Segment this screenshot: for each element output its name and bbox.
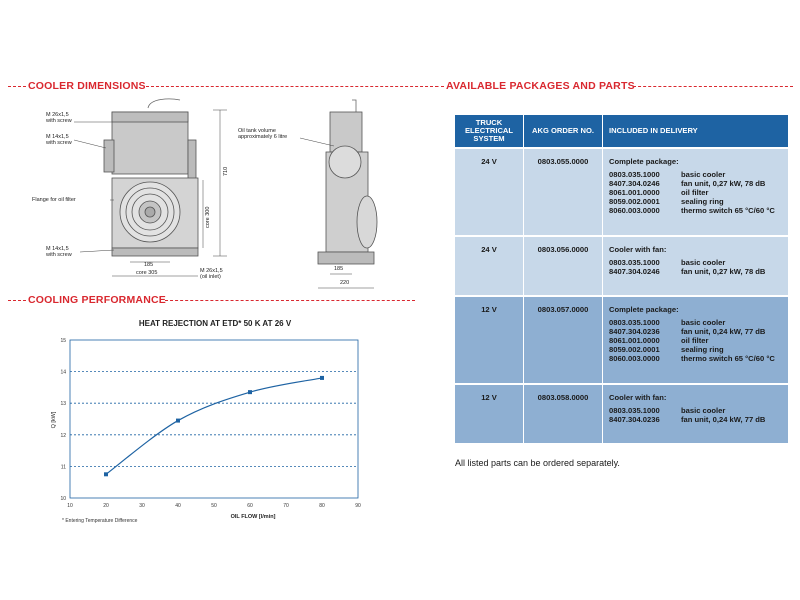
x-tick-label: 40 <box>175 503 181 509</box>
header-included-in-delivery: INCLUDED IN DELIVERY <box>603 115 789 148</box>
y-tick-label: 15 <box>60 338 66 344</box>
part-row <box>609 267 784 276</box>
table-row <box>455 148 789 236</box>
part-description: fan unit, 0,24 kW, 77 dB <box>681 327 766 337</box>
label-m26-screw: M 26x1,5 with screw <box>46 112 72 125</box>
section-divider-dimensions-right <box>146 86 438 87</box>
part-description: basic cooler <box>681 258 726 267</box>
part-row <box>609 258 784 267</box>
packages-table <box>455 115 789 443</box>
cell-voltage: 12 V <box>455 384 524 443</box>
part-row <box>609 188 784 197</box>
section-divider-performance-right <box>165 300 415 301</box>
part-number: 8407.304.0246 <box>609 267 660 277</box>
part-row <box>609 354 784 363</box>
plot-frame <box>70 340 358 498</box>
label-m14-screw-bottom: M 14x1,5 with screw <box>46 246 72 259</box>
label-m14-screw-top: M 14x1,5 with screw <box>46 134 72 147</box>
part-row <box>609 336 784 345</box>
part-row <box>609 170 784 179</box>
part-description: sealing ring <box>681 345 724 355</box>
package-title: Complete package: <box>609 157 679 166</box>
heat-rejection-chart <box>40 310 400 525</box>
cell-order-no: 0803.058.0000 <box>524 384 603 443</box>
table-row <box>455 384 789 443</box>
parts-note: All listed parts can be ordered separately. <box>455 458 620 468</box>
y-tick-label: 14 <box>60 369 66 376</box>
part-number: 8407.304.0236 <box>609 327 660 337</box>
table-row <box>455 236 789 296</box>
dim-185-front: 185 <box>144 262 154 268</box>
part-description: basic cooler <box>681 318 726 327</box>
cell-delivery <box>603 384 789 443</box>
chart-grid <box>70 372 358 467</box>
chart-axes <box>70 340 358 498</box>
section-divider-packages-left <box>430 86 444 87</box>
label-flange-oil-filter: Flange for oil filter <box>32 197 76 203</box>
section-divider-dimensions <box>8 86 26 87</box>
data-point <box>104 472 108 476</box>
part-description: thermo switch 65 °C/60 °C <box>681 206 775 216</box>
part-description: thermo switch 65 °C/60 °C <box>681 354 775 364</box>
side-view <box>318 100 377 264</box>
front-dimension-lines <box>74 110 227 276</box>
cell-voltage: 12 V <box>455 296 524 384</box>
part-description: oil filter <box>681 336 709 346</box>
chart-footnote: * Entering Temperature Difference <box>62 518 138 524</box>
part-row <box>609 318 784 327</box>
cell-delivery <box>603 296 789 384</box>
part-row <box>609 206 784 215</box>
x-tick-label: 80 <box>319 503 325 509</box>
data-point <box>176 419 180 423</box>
series-line <box>106 378 322 474</box>
part-number: 8407.304.0246 <box>609 179 660 189</box>
package-title: Cooler with fan: <box>609 245 667 254</box>
header-akg-order-no: AKG ORDER NO. <box>524 115 603 148</box>
front-view <box>104 99 198 256</box>
part-description: fan unit, 0,24 kW, 77 dB <box>681 415 766 425</box>
part-description: oil filter <box>681 188 709 198</box>
part-description: fan unit, 0,27 kW, 78 dB <box>681 179 766 189</box>
part-number: 0803.035.1000 <box>609 170 660 179</box>
part-number: 0803.035.1000 <box>609 258 660 267</box>
part-number: 0803.035.1000 <box>609 318 660 327</box>
part-number: 8061.001.0000 <box>609 336 660 346</box>
part-number: 8059.002.0001 <box>609 345 660 355</box>
part-row <box>609 406 784 415</box>
x-tick-label: 60 <box>247 503 253 509</box>
x-tick-label: 70 <box>283 503 289 509</box>
chart-title: HEAT REJECTION AT ETD* 50 K AT 26 V <box>138 319 292 328</box>
x-tick-label: 30 <box>139 503 145 509</box>
y-tick-label: 11 <box>60 464 66 471</box>
part-number: 8061.001.0000 <box>609 188 660 198</box>
x-tick-label: 50 <box>211 503 217 509</box>
part-number: 8407.304.0236 <box>609 415 660 425</box>
part-row <box>609 179 784 188</box>
package-title: Cooler with fan: <box>609 393 667 402</box>
section-title-performance: COOLING PERFORMANCE <box>28 294 166 306</box>
table-header-row <box>455 115 789 148</box>
part-number: 0803.035.1000 <box>609 406 660 415</box>
x-tick-label: 10 <box>67 503 73 509</box>
y-tick-label: 12 <box>60 432 66 439</box>
label-m26-oil-inlet: M 26x1,5 (oil inlet) <box>200 268 223 281</box>
part-number: 8059.002.0001 <box>609 197 660 207</box>
part-row <box>609 345 784 354</box>
header-truck-electrical-system: TRUCK ELECTRICAL SYSTEM <box>455 115 524 148</box>
cell-order-no: 0803.057.0000 <box>524 296 603 384</box>
cell-voltage: 24 V <box>455 236 524 296</box>
section-title-packages: AVAILABLE PACKAGES AND PARTS <box>446 80 635 92</box>
part-row <box>609 197 784 206</box>
dim-220: 220 <box>340 280 350 286</box>
dim-core-305: core 305 <box>136 270 158 276</box>
dim-core-300: core 300 <box>205 206 211 228</box>
part-row <box>609 415 784 424</box>
section-divider-performance-left <box>8 300 26 301</box>
y-tick-label: 10 <box>60 496 66 502</box>
part-description: basic cooler <box>681 406 726 415</box>
cell-voltage: 24 V <box>455 148 524 236</box>
data-point <box>320 376 324 380</box>
part-description: basic cooler <box>681 170 726 179</box>
package-title: Complete package: <box>609 305 679 314</box>
label-oil-tank: Oil tank volume approximately 6 litre <box>238 128 288 141</box>
data-point <box>248 390 252 394</box>
part-row <box>609 327 784 336</box>
part-number: 8060.003.0000 <box>609 354 660 364</box>
cell-delivery <box>603 148 789 236</box>
x-tick-label: 90 <box>355 503 361 509</box>
x-tick-label: 20 <box>103 503 109 509</box>
chart-series <box>104 376 324 476</box>
section-divider-packages-right <box>633 86 793 87</box>
part-description: sealing ring <box>681 197 724 207</box>
cell-order-no: 0803.056.0000 <box>524 236 603 296</box>
section-title-dimensions: COOLER DIMENSIONS <box>28 80 146 92</box>
table-row <box>455 296 789 384</box>
chart-xlabel: OIL FLOW [l/min] <box>230 514 276 520</box>
dim-185-side: 185 <box>334 266 344 272</box>
part-number: 8060.003.0000 <box>609 206 660 216</box>
part-description: fan unit, 0,27 kW, 78 dB <box>681 267 766 277</box>
y-tick-label: 13 <box>60 401 66 408</box>
chart-ylabel: Q [kW] <box>51 411 57 429</box>
chart-ticks <box>60 338 361 509</box>
dim-710: 710 <box>223 166 229 176</box>
cell-order-no: 0803.055.0000 <box>524 148 603 236</box>
cell-delivery <box>603 236 789 296</box>
